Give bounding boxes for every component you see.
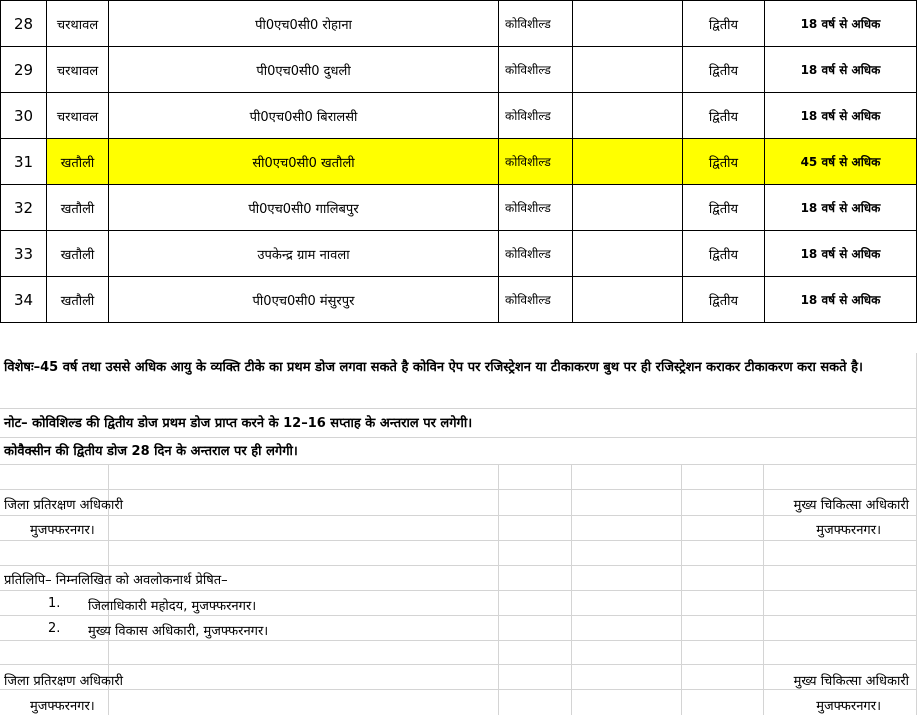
vaccine-cell: कोविशील्ड <box>499 277 573 323</box>
age-group-cell: 18 वर्ष से अधिक <box>765 93 917 139</box>
center-cell: पी0एच0सी0 मंसुरपुर <box>109 277 499 323</box>
age-group-cell: 45 वर्ष से अधिक <box>765 139 917 185</box>
sig1-left-place: मुजफ्फरनगर। <box>30 523 95 538</box>
covaxin-note: कोवैक्सीन की द्वितीय डोज 28 दिन के अन्तराल पर ही लगेगी। <box>4 444 298 459</box>
center-cell: पी0एच0सी0 रोहाना <box>109 1 499 47</box>
age-group-cell: 18 वर्ष से अधिक <box>765 1 917 47</box>
vaccine-cell: कोविशील्ड <box>499 47 573 93</box>
sig1-right-place: मुजफ्फरनगर। <box>816 523 881 538</box>
blank-cell <box>573 185 683 231</box>
age-group-cell: 18 वर्ष से अधिक <box>765 277 917 323</box>
blank-cell <box>573 47 683 93</box>
center-cell: पी0एच0सी0 दुधली <box>109 47 499 93</box>
table-row <box>1 185 917 231</box>
vaccine-cell: कोविशील्ड <box>499 231 573 277</box>
copy-item-1-num: 1. <box>48 596 61 611</box>
vaccine-cell: कोविशील्ड <box>499 139 573 185</box>
dose-cell: द्वितीय <box>683 231 765 277</box>
table-row <box>1 139 917 185</box>
covishield-note: नोट– कोविशिल्ड की द्वितीय डोज प्रथम डोज प्राप्त करने के 12–16 सप्ताह के अन्तराल पर लगेगी। <box>4 416 473 431</box>
table-row <box>1 93 917 139</box>
serial-number-cell: 32 <box>1 185 47 231</box>
serial-number-cell: 28 <box>1 1 47 47</box>
age-group-cell: 18 वर्ष से अधिक <box>765 231 917 277</box>
dose-cell: द्वितीय <box>683 139 765 185</box>
age-group-cell: 18 वर्ष से अधिक <box>765 185 917 231</box>
table-row <box>1 277 917 323</box>
sig2-right-title: मुख्य चिकित्सा अधिकारी <box>793 674 909 689</box>
block-cell: खतौली <box>47 185 109 231</box>
blank-cell <box>573 139 683 185</box>
serial-number-cell: 31 <box>1 139 47 185</box>
blank-cell <box>573 277 683 323</box>
vaccine-cell: कोविशील्ड <box>499 1 573 47</box>
copy-item-1-text: जिलाधिकारी महोदय, मुजफ्फरनगर। <box>88 599 257 614</box>
sig2-left-title: जिला प्रतिरक्षण अधिकारी <box>4 674 123 689</box>
blank-cell <box>573 1 683 47</box>
dose-cell: द्वितीय <box>683 185 765 231</box>
serial-number-cell: 30 <box>1 93 47 139</box>
sig1-left-title: जिला प्रतिरक्षण अधिकारी <box>4 498 123 513</box>
serial-number-cell: 34 <box>1 277 47 323</box>
block-cell: चरथावल <box>47 1 109 47</box>
vaccine-cell: कोविशील्ड <box>499 185 573 231</box>
block-cell: चरथावल <box>47 47 109 93</box>
dose-cell: द्वितीय <box>683 1 765 47</box>
vaccine-cell: कोविशील्ड <box>499 93 573 139</box>
block-cell: चरथावल <box>47 93 109 139</box>
dose-cell: द्वितीय <box>683 47 765 93</box>
copy-item-2-text: मुख्य विकास अधिकारी, मुजफ्फरनगर। <box>88 624 269 639</box>
center-cell: पी0एच0सी0 बिरालसी <box>109 93 499 139</box>
blank-cell <box>573 93 683 139</box>
center-cell: उपकेन्द्र ग्राम नावला <box>109 231 499 277</box>
sheet-gridlines <box>0 353 917 715</box>
blank-cell <box>573 231 683 277</box>
table-row <box>1 47 917 93</box>
block-cell: खतौली <box>47 231 109 277</box>
serial-number-cell: 29 <box>1 47 47 93</box>
copy-item-2-num: 2. <box>48 621 61 636</box>
copy-heading: प्रतिलिपि– निम्नलिखित को अवलोकनार्थ प्रेषित– <box>4 573 228 588</box>
age-group-cell: 18 वर्ष से अधिक <box>765 47 917 93</box>
sig2-right-place: मुजफ्फरनगर। <box>816 699 881 714</box>
sig1-right-title: मुख्य चिकित्सा अधिकारी <box>793 498 909 513</box>
center-cell: पी0एच0सी0 गालिबपुर <box>109 185 499 231</box>
block-cell: खतौली <box>47 277 109 323</box>
sig2-left-place: मुजफ्फरनगर। <box>30 699 95 714</box>
dose-cell: द्वितीय <box>683 277 765 323</box>
vaccination-schedule-table <box>0 0 917 323</box>
block-cell: खतौली <box>47 139 109 185</box>
serial-number-cell: 33 <box>1 231 47 277</box>
center-cell: सी0एच0सी0 खतौली <box>109 139 499 185</box>
dose-cell: द्वितीय <box>683 93 765 139</box>
table-row <box>1 231 917 277</box>
special-note: विशेषः–45 वर्ष तथा उससे अधिक आयु के व्यक्ति टीके का प्रथम डोज लगवा सकते है कोविन ऐप पर रजिस्ट्रेशन या टीकाकरण बुथ पर ही रजिस्ट्रेशन कराकर टीकाकरण करा सकते है। <box>4 360 863 375</box>
table-row <box>1 1 917 47</box>
